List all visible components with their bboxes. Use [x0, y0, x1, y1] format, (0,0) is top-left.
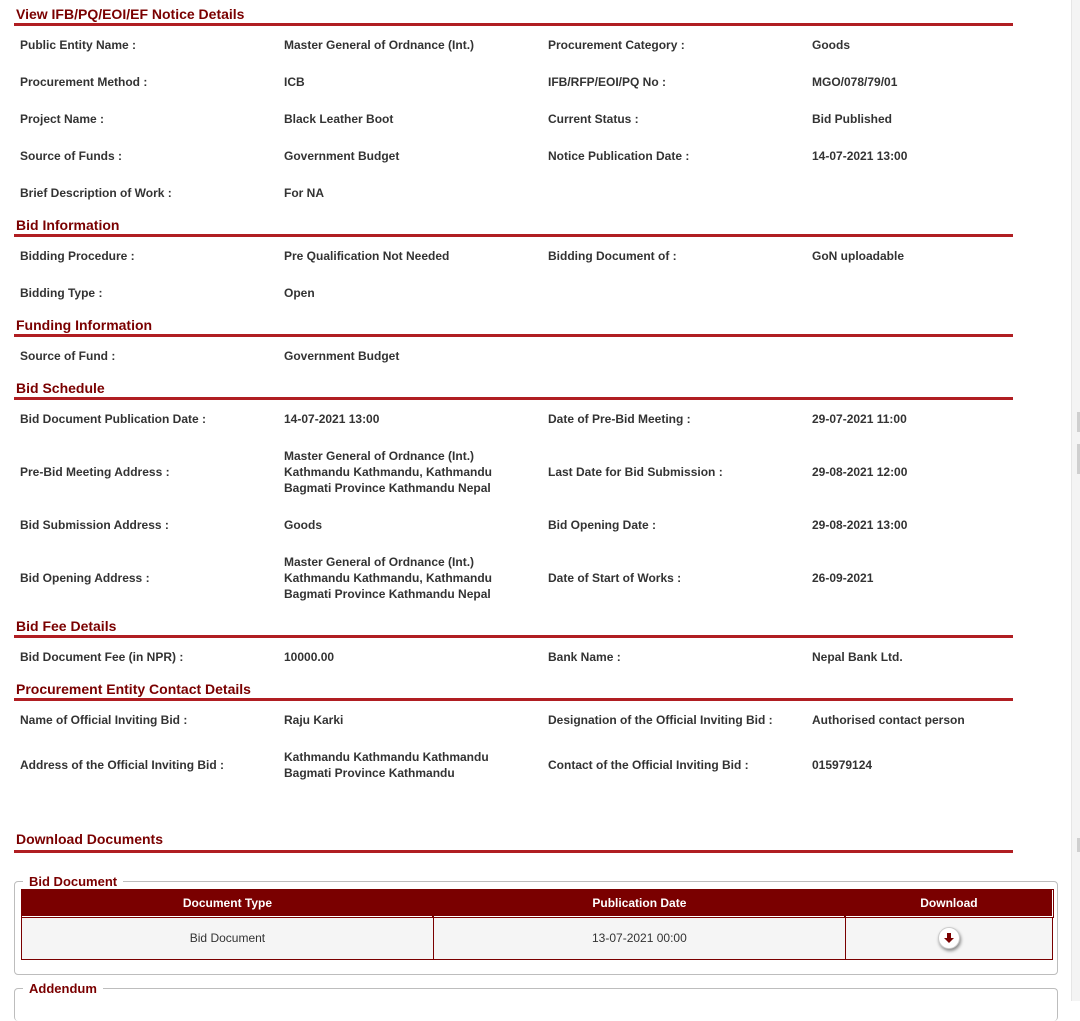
field-value: 015979124 [812, 757, 873, 772]
field-label: Bank Name : [548, 649, 621, 664]
address-line: Kathmandu Kathmandu, Kathmandu [284, 464, 493, 479]
field-value: Goods [812, 37, 850, 52]
field-label: Bid Document Fee (in NPR) : [20, 649, 184, 664]
field-value: Open [284, 285, 315, 300]
field-value: MGO/078/79/01 [812, 74, 898, 89]
detail-row [14, 63, 1013, 100]
field-value: Pre Qualification Not Needed [284, 248, 450, 263]
detail-row [14, 701, 1013, 738]
field-label: Bid Opening Date : [548, 517, 656, 532]
section-title-bid-information: Bid Information [14, 211, 1013, 237]
detail-row [14, 174, 1013, 211]
field-label: Brief Description of Work : [20, 185, 172, 200]
field-label: Contact of the Official Inviting Bid : [548, 757, 749, 772]
section-title-bid-schedule: Bid Schedule [14, 374, 1013, 400]
field-label: Procurement Category : [548, 37, 685, 52]
field-value: 14-07-2021 13:00 [812, 148, 908, 163]
field-label: Project Name : [20, 111, 105, 126]
field-label: Last Date for Bid Submission : [548, 464, 723, 479]
field-label: Notice Publication Date : [548, 148, 690, 163]
field-value: ICB [284, 74, 305, 89]
bid-document-legend: Bid Document [29, 874, 118, 889]
address-line: Bagmati Province Kathmandu [284, 765, 455, 780]
field-label: Bidding Document of : [548, 248, 677, 263]
section-title-bid-fee: Bid Fee Details [14, 612, 1013, 638]
field-value: For NA [284, 185, 324, 200]
section-title-contact-details: Procurement Entity Contact Details [14, 675, 1013, 701]
address-line: Bagmati Province Kathmandu Nepal [284, 586, 491, 601]
field-label: Procurement Method : [20, 74, 148, 89]
detail-row [14, 638, 1013, 675]
field-label: Bid Document Publication Date : [20, 411, 207, 426]
addendum-group [14, 981, 1058, 1021]
field-label: IFB/RFP/EOI/PQ No : [548, 74, 667, 89]
field-value: Government Budget [284, 148, 400, 163]
download-button[interactable] [938, 927, 960, 949]
field-value: 29-08-2021 12:00 [812, 464, 908, 479]
field-value: 10000.00 [284, 649, 335, 664]
notice-rows [14, 26, 1013, 211]
field-label: Source of Funds : [20, 148, 122, 163]
bid-document-group [14, 874, 1058, 975]
section-title-notice: View IFB/PQ/EOI/EF Notice Details [14, 0, 1013, 26]
detail-row [14, 337, 1013, 374]
column-header-download: Download [845, 890, 1052, 917]
field-label: Bid Opening Address : [20, 570, 150, 585]
detail-row [14, 506, 1013, 543]
detail-row [14, 100, 1013, 137]
field-value: Bid Published [812, 111, 893, 126]
field-value: Raju Karki [284, 712, 344, 727]
field-value: Nepal Bank Ltd. [812, 649, 903, 664]
field-label: Public Entity Name : [20, 37, 137, 52]
field-value: Master General of Ordnance (Int.) [284, 37, 475, 52]
detail-row [14, 274, 1013, 311]
address-line: Kathmandu Kathmandu, Kathmandu [284, 570, 493, 585]
field-value-multiline [278, 749, 542, 781]
detail-row [14, 437, 1013, 506]
field-value-multiline [278, 448, 542, 496]
field-label: Name of Official Inviting Bid : [20, 712, 188, 727]
notice-details-panel [14, 0, 1013, 853]
field-label: Designation of the Official Inviting Bid : [548, 712, 773, 727]
field-value: 29-07-2021 11:00 [812, 411, 907, 426]
detail-row [14, 137, 1013, 174]
address-line: Bagmati Province Kathmandu Nepal [284, 480, 491, 495]
field-value: Authorised contact person [812, 712, 965, 727]
detail-row [14, 543, 1013, 612]
download-cell [845, 917, 1052, 960]
section-title-download-documents: Download Documents [14, 824, 1013, 853]
field-label: Address of the Official Inviting Bid : [20, 757, 225, 772]
download-arrow-icon [943, 932, 955, 944]
addendum-legend: Addendum [29, 981, 97, 996]
field-label: Bid Submission Address : [20, 517, 169, 532]
bid-document-table [21, 889, 1053, 960]
field-label: Date of Pre-Bid Meeting : [548, 411, 691, 426]
address-line: Master General of Ordnance (Int.) [284, 448, 475, 463]
column-header-document-type: Document Type [22, 890, 434, 917]
detail-row [14, 738, 1013, 791]
page-scrollbar[interactable] [1071, 0, 1080, 1001]
table-row [22, 917, 1053, 960]
field-label: Bidding Type : [20, 285, 103, 300]
address-line: Kathmandu Kathmandu Kathmandu [284, 749, 489, 764]
spacer [14, 791, 1013, 824]
field-label: Source of Fund : [20, 348, 116, 363]
document-type-cell: Bid Document [22, 917, 434, 960]
detail-row [14, 237, 1013, 274]
publication-date-cell: 13-07-2021 00:00 [433, 917, 845, 960]
column-header-publication-date: Publication Date [433, 890, 845, 917]
section-title-funding-information: Funding Information [14, 311, 1013, 337]
field-label: Pre-Bid Meeting Address : [20, 464, 170, 479]
field-label: Bidding Procedure : [20, 248, 135, 263]
field-value: 14-07-2021 13:00 [284, 411, 380, 426]
field-value: 26-09-2021 [812, 570, 874, 585]
field-value-multiline [278, 554, 542, 602]
field-label: Date of Start of Works : [548, 570, 682, 585]
field-value: GoN uploadable [812, 248, 905, 263]
detail-row [14, 400, 1013, 437]
table-header-row [22, 890, 1053, 917]
field-label: Current Status : [548, 111, 639, 126]
field-value: Black Leather Boot [284, 111, 394, 126]
address-line: Master General of Ordnance (Int.) [284, 554, 475, 569]
field-value: Goods [284, 517, 322, 532]
field-value: 29-08-2021 13:00 [812, 517, 908, 532]
detail-row [14, 26, 1013, 63]
field-value: Government Budget [284, 348, 400, 363]
